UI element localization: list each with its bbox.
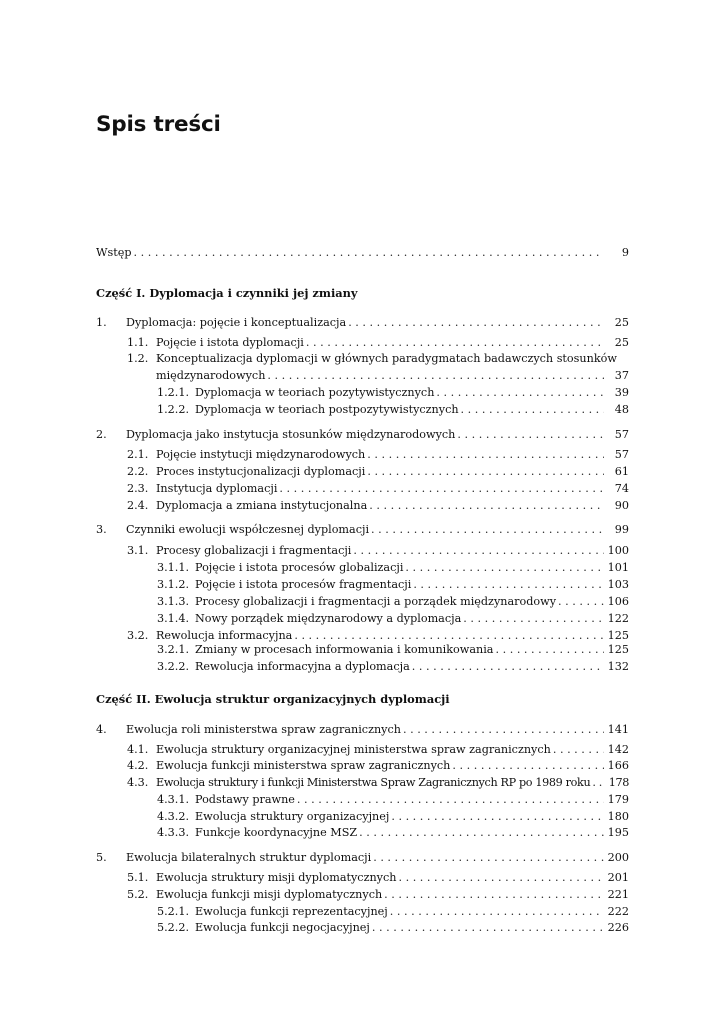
- toc-number: 1.2.: [127, 352, 149, 365]
- toc-page-number: 166: [607, 759, 629, 772]
- toc-number: 1.: [96, 316, 107, 329]
- toc-number: 2.2.: [127, 465, 149, 478]
- toc-page-number: 57: [614, 428, 629, 441]
- toc-number: 4.3.3.: [157, 826, 190, 839]
- toc-entry-title: Ewolucja struktury organizacyjnej: [195, 810, 390, 823]
- toc-number: 3.1.3.: [157, 595, 190, 608]
- toc-entry-subsection-4-3-1[interactable]: [96, 793, 629, 810]
- toc-page-number: 141: [607, 723, 629, 736]
- dot-leader: [134, 246, 604, 259]
- toc-number: 5.2.1.: [157, 905, 190, 918]
- toc-entry-title: Pojęcie i istota procesów fragmentacji: [195, 578, 412, 591]
- toc-entry-subsection-4-3-3[interactable]: [96, 826, 629, 843]
- part-heading-1: Część I. Dyplomacja i czynniki jej zmiany: [96, 286, 358, 300]
- toc-entry-section-1-1[interactable]: [96, 336, 629, 353]
- toc-number: 1.2.2.: [157, 403, 190, 416]
- toc-entry-title: Pojęcie instytucji międzynarodowych: [156, 448, 366, 461]
- toc-entry-title: Podstawy prawne: [195, 793, 295, 806]
- toc-entry-chapter-4[interactable]: [96, 723, 629, 740]
- toc-entry-subsection-3-1-4[interactable]: [96, 612, 629, 629]
- dot-leader: [371, 523, 604, 536]
- toc-number: 2.1.: [127, 448, 149, 461]
- dot-leader: [372, 921, 604, 934]
- toc-page-number: 101: [607, 561, 629, 574]
- toc-entry-section-2-3[interactable]: [96, 482, 629, 499]
- toc-number: 4.: [96, 723, 107, 736]
- toc-entry-chapter-2[interactable]: [96, 428, 629, 445]
- toc-entry-title: Proces instytucjonalizacji dyplomacji: [156, 465, 366, 478]
- toc-entry-section-2-2[interactable]: [96, 465, 629, 482]
- page-title: Spis treści: [96, 112, 221, 137]
- toc-entry-subsection-4-3-2[interactable]: [96, 810, 629, 827]
- toc-entry-title: Procesy globalizacji i fragmentacji: [156, 544, 352, 557]
- dot-leader: [405, 561, 604, 574]
- toc-entry-title: Ewolucja funkcji ministerstwa spraw zagranicznych: [156, 759, 451, 772]
- toc-page-number: 195: [607, 826, 629, 839]
- toc-entry-title: Funkcje koordynacyjne MSZ: [195, 826, 358, 839]
- toc-entry-chapter-5[interactable]: [96, 851, 629, 868]
- dot-leader: [592, 776, 604, 789]
- dot-leader: [391, 810, 604, 823]
- toc-entry-title: Zmiany w procesach informowania i komunikowania: [195, 643, 494, 656]
- dot-leader: [558, 595, 604, 608]
- toc-page-number: 178: [608, 776, 629, 789]
- dot-leader: [359, 826, 604, 839]
- toc-page-number: 226: [607, 921, 629, 934]
- toc-entry-section-4-3[interactable]: [96, 776, 629, 793]
- toc-entry-subsection-5-2-2[interactable]: [96, 921, 629, 938]
- toc-entry-title: Wstęp: [96, 246, 132, 259]
- toc-page-number: 37: [614, 369, 629, 382]
- toc-entry-title: Ewolucja bilateralnych struktur dyplomacji: [126, 851, 372, 864]
- toc-number: 5.: [96, 851, 107, 864]
- toc-page-number: 180: [607, 810, 629, 823]
- toc-entry-section-4-2[interactable]: [96, 759, 629, 776]
- toc-entry-chapter-3[interactable]: [96, 523, 629, 540]
- dot-leader: [367, 448, 604, 461]
- toc-number: 3.1.1.: [157, 561, 190, 574]
- toc-entry-title-line2: międzynarodowych: [156, 369, 266, 382]
- toc-entry-subsection-3-1-3[interactable]: [96, 595, 629, 612]
- toc-number: 2.: [96, 428, 107, 441]
- toc-page-number: 142: [607, 743, 629, 756]
- dot-leader: [412, 660, 604, 673]
- toc-entry-title: Dyplomacja jako instytucja stosunków międzynarodowych: [126, 428, 456, 441]
- toc-page-number: 200: [607, 851, 629, 864]
- toc-page-number: 74: [614, 482, 629, 495]
- dot-leader: [267, 369, 604, 382]
- toc-entry-chapter-1[interactable]: [96, 316, 629, 333]
- part-heading-2: Część II. Ewolucja struktur organizacyjnych dyplomacji: [96, 692, 450, 706]
- toc-entry-title: Instytucja dyplomacji: [156, 482, 278, 495]
- toc-entry-section-4-1[interactable]: [96, 743, 629, 760]
- dot-leader: [306, 336, 604, 349]
- toc-number: 3.2.: [127, 629, 149, 642]
- toc-page-number: 57: [614, 448, 629, 461]
- toc-number: 4.1.: [127, 743, 149, 756]
- toc-number: 5.2.2.: [157, 921, 190, 934]
- toc-number: 3.1.4.: [157, 612, 190, 625]
- toc-number: 2.3.: [127, 482, 149, 495]
- dot-leader: [367, 465, 604, 478]
- toc-entry-title: Dyplomacja w teoriach pozytywistycznych: [195, 386, 435, 399]
- toc-page-number: 125: [607, 629, 629, 642]
- toc-page-number: 106: [607, 595, 629, 608]
- toc-entry-subsection-3-2-1[interactable]: [96, 643, 629, 660]
- dot-leader: [384, 888, 604, 901]
- toc-entry-subsection-1-2-2[interactable]: [96, 403, 629, 420]
- dot-leader: [353, 544, 604, 557]
- toc-page-number: 61: [614, 465, 629, 478]
- toc-number: 1.1.: [127, 336, 149, 349]
- toc-number: 5.2.: [127, 888, 149, 901]
- toc-page-number: 222: [607, 905, 629, 918]
- toc-entry-title: Dyplomacja a zmiana instytucjonalna: [156, 499, 368, 512]
- toc-entry-title-line1: Konceptualizacja dyplomacji w głównych paradygmatach badawczych stosunków: [156, 352, 617, 365]
- dot-leader: [294, 629, 604, 642]
- dot-leader: [373, 851, 604, 864]
- toc-entry-section-5-2[interactable]: [96, 888, 629, 905]
- toc-entry-title: Ewolucja struktury misji dyplomatycznych: [156, 871, 397, 884]
- toc-number: 3.2.1.: [157, 643, 190, 656]
- toc-entry-title: Procesy globalizacji i fragmentacji a porządek międzynarodowy: [195, 595, 557, 608]
- toc-entry-subsection-1-2-1[interactable]: [96, 386, 629, 403]
- dot-leader: [463, 612, 604, 625]
- dot-leader: [413, 578, 604, 591]
- toc-entry-subsection-5-2-1[interactable]: [96, 905, 629, 922]
- toc-entry-title: Nowy porządek międzynarodowy a dyplomacja: [195, 612, 462, 625]
- toc-entry-section-1-2[interactable]: [96, 352, 629, 386]
- dot-leader: [297, 793, 604, 806]
- toc-entry-subsection-3-1-1[interactable]: [96, 561, 629, 578]
- toc-entry-title: Pojęcie i istota procesów globalizacji: [195, 561, 404, 574]
- toc-entry-section-2-1[interactable]: [96, 448, 629, 465]
- toc-entry-intro[interactable]: [96, 246, 629, 263]
- dot-leader: [457, 428, 604, 441]
- toc-page-number: 221: [607, 888, 629, 901]
- toc-entry-subsection-3-1-2[interactable]: [96, 578, 629, 595]
- toc-page-number: 100: [607, 544, 629, 557]
- toc-page-number: 39: [614, 386, 629, 399]
- toc-entry-title: Ewolucja funkcji reprezentacyjnej: [195, 905, 388, 918]
- toc-entry-title: Ewolucja funkcji negocjacyjnej: [195, 921, 370, 934]
- dot-leader: [436, 386, 604, 399]
- toc-number: 4.2.: [127, 759, 149, 772]
- dot-leader: [452, 759, 604, 772]
- toc-entry-title: Pojęcie i istota dyplomacji: [156, 336, 304, 349]
- dot-leader: [279, 482, 604, 495]
- toc-page-number: 132: [607, 660, 629, 673]
- toc-page-number: 201: [607, 871, 629, 884]
- dot-leader: [461, 403, 604, 416]
- toc-page-number: 25: [614, 316, 629, 329]
- toc-number: 4.3.1.: [157, 793, 190, 806]
- toc-number: 4.3.: [127, 776, 149, 789]
- toc-number: 4.3.2.: [157, 810, 190, 823]
- dot-leader: [348, 316, 604, 329]
- toc-entry-title: Rewolucja informacyjna: [156, 629, 293, 642]
- toc-entry-title: Dyplomacja: pojęcie i konceptualizacja: [126, 316, 347, 329]
- dot-leader: [398, 871, 604, 884]
- toc-page-number: 103: [607, 578, 629, 591]
- toc-number: 1.2.1.: [157, 386, 190, 399]
- toc-number: 3.2.2.: [157, 660, 190, 673]
- toc-entry-subsection-3-2-2[interactable]: [96, 660, 629, 677]
- dot-leader: [495, 643, 604, 656]
- toc-entry-section-5-1[interactable]: [96, 871, 629, 888]
- toc-entry-title: Ewolucja struktury organizacyjnej ministerstwa spraw zagranicznych: [156, 743, 551, 756]
- toc-number: 3.: [96, 523, 107, 536]
- dot-leader: [369, 499, 604, 512]
- toc-page-number: 125: [607, 643, 629, 656]
- toc-page-number: 48: [614, 403, 629, 416]
- toc-entry-section-3-1[interactable]: [96, 544, 629, 561]
- toc-entry-title: Dyplomacja w teoriach postpozytywistycznych: [195, 403, 459, 416]
- toc-page-number: 99: [614, 523, 629, 536]
- toc-number: 2.4.: [127, 499, 149, 512]
- dot-leader: [553, 743, 604, 756]
- toc-page-number: 9: [621, 246, 629, 259]
- toc-number: 5.1.: [127, 871, 149, 884]
- toc-entry-title: Rewolucja informacyjna a dyplomacja: [195, 660, 410, 673]
- toc-entry-title: Czynniki ewolucji współczesnej dyplomacji: [126, 523, 370, 536]
- toc-entry-title: Ewolucja funkcji misji dyplomatycznych: [156, 888, 383, 901]
- dot-leader: [390, 905, 604, 918]
- toc-page-number: 25: [614, 336, 629, 349]
- toc-number: 3.1.2.: [157, 578, 190, 591]
- toc-entry-title: Ewolucja struktury i funkcji Ministerstwa Spraw Zagranicznych RP po 1989 roku: [156, 776, 591, 789]
- toc-page-number: 90: [614, 499, 629, 512]
- toc-number: 3.1.: [127, 544, 149, 557]
- toc-entry-title: Ewolucja roli ministerstwa spraw zagranicznych: [126, 723, 401, 736]
- toc-page-number: 122: [607, 612, 629, 625]
- dot-leader: [403, 723, 604, 736]
- toc-page-number: 179: [607, 793, 629, 806]
- toc-entry-section-2-4[interactable]: [96, 499, 629, 516]
